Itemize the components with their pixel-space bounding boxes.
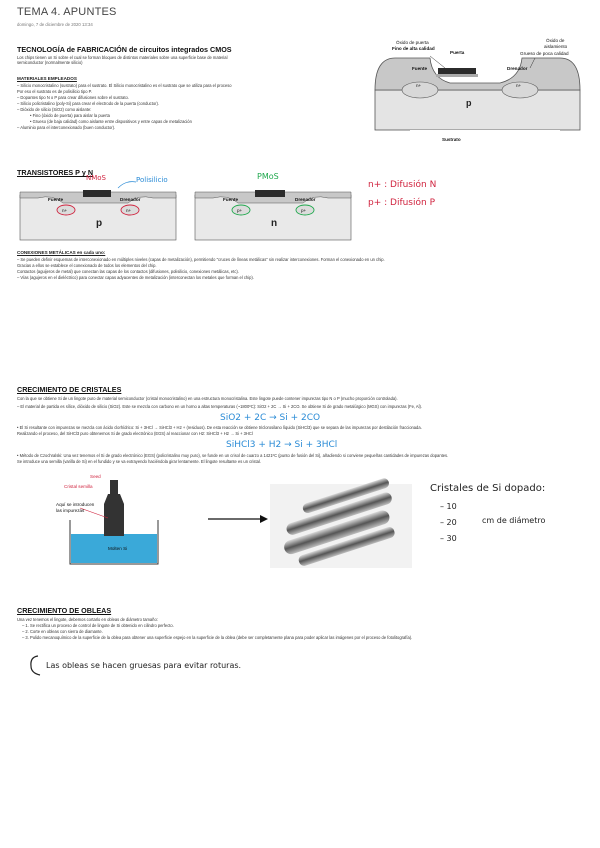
materials-line: • Grueso (de baja calidad) como aislante entre dispositivos y entre capas de metalización: [30, 119, 192, 124]
label-oxido-puerta: Óxido de puerta: [396, 40, 429, 45]
cristales-line: – El material de partida es sílice, dióxido de silicio (SiO2). Este se mezcla con carbono en un horno a altas temperaturas (~1800ºC): SiO2 + 2C → Si + 2CO. Se obtiene Si de grado metalúrgico (MGS) con impurezas (Fe, Al).: [17, 404, 423, 409]
label-aqui-se: Aquí se introducen: [56, 502, 95, 507]
label-sustrato: Sustrato: [442, 137, 461, 142]
label-pplus-b1: p+: [237, 208, 243, 213]
label-drenador-a: Drenador: [120, 197, 141, 202]
pmos-note: PMoS: [257, 172, 279, 181]
label-fino-alta: Fino de alta calidad: [392, 46, 435, 51]
label-impurezas: las impurezas: [56, 508, 85, 513]
label-drenador-b: Drenador: [295, 197, 316, 202]
materials-line: – Dióxido de silicio (SiO2) como aislante:: [17, 107, 92, 112]
ingots-drawing: [270, 484, 412, 568]
label-nplus-left: n+: [416, 83, 422, 88]
materials-line: – Aluminio para el interconexionado (buen conductor).: [17, 125, 116, 130]
section-title-obleas: CRECIMIENTO DE OBLEAS: [17, 606, 112, 615]
cristales-line: Se introduce una semilla (varilla de Si) en el fundido y se va extrayendo haciéndola girar lentamente. El lingote resultante es un cristal.: [17, 459, 261, 464]
conexiones-line: Gracias a ellos se establece el conexionado de todos los elementos del chip.: [17, 263, 157, 268]
note-obleas: Las obleas se hacen gruesas para evitar roturas.: [46, 661, 242, 670]
note-bracket-icon: [28, 655, 42, 677]
label-cristal-semilla: Cristal semilla: [64, 484, 93, 489]
label-oxido-aislamiento: Óxido de: [546, 38, 565, 43]
label-fuente-b: Fuente: [223, 197, 239, 202]
conexiones-line: Contactos (aguijeros de metal) que conectan las capas de los contactos (difusiones, polisilicio, conexiones metálicas, etc).: [17, 269, 239, 274]
label-substrate-p: p: [96, 218, 103, 229]
nmos-figure: [18, 170, 178, 242]
label-nplus-a1: n+: [62, 208, 68, 213]
label-seed: Seed: [90, 474, 101, 479]
equation-handwritten: SiO2 + 2C → Si + 2CO: [220, 413, 321, 423]
nmos-note: NMoS: [86, 174, 107, 182]
obleas-line: – 1. Se rectifica un proceso de control de lingote de Si obtenido en cilindro perfecto.: [22, 623, 174, 628]
section-title-transistores: TRANSISTORES P y N: [17, 168, 94, 177]
intro-line: semiconductor (normalmente silicio): [17, 60, 83, 65]
label-puerta: Puerta: [450, 50, 465, 55]
note-cristales-dopado: Cristales de Si dopado:: [430, 483, 546, 494]
obleas-line: Una vez tenemos el lingote, debemos cortarlo en obleas de diámetro tamaño:: [17, 617, 158, 622]
label-drenador: Drenador: [507, 66, 528, 71]
materials-line: – Silicio monocristalino (sustrato) para el sustrato. El Silicio monocristalino es el sustrato que se utiliza para el proceso: [17, 83, 232, 88]
equation-handwritten: SiHCl3 + H2 → Si + 3HCl: [226, 440, 338, 450]
cristales-line: • El Si resultante con impurezas se mezcla con ácido clorhídrico: Si + 3HCl → SiHCl3 + H2 + (residuos). De esta reacción se obtiene triclorosilano líquido (SiHCl3) que se separa de las impurezas por destilación fraccionada.: [17, 425, 422, 430]
label-fuente-a: Fuente: [48, 197, 64, 202]
arrow-icon: [208, 514, 268, 524]
silicon-ingots-photo: [270, 484, 412, 568]
label-molten-si: Molten Si: [108, 546, 128, 551]
label-grueso: Grueso de poca calidad: [520, 51, 569, 56]
diameter-item: – 20: [440, 518, 457, 527]
diameter-note: cm de diámetro: [482, 516, 546, 525]
obleas-line: – 2. Corte en obleas con sierra de diamante.: [22, 629, 103, 634]
label-fuente: Fuente: [412, 66, 428, 71]
obleas-line: – 3. Pulido mecanoquímico de la superficie de la oblea para obtener una superficie espejo en la superficie de la oblea (debe ser completamente plana para poder aplicar las imágenes por el proceso de fotolitografía).: [22, 635, 413, 640]
section-title-cristales: CRECIMIENTO DE CRISTALES: [17, 385, 122, 394]
label-nplus-a2: n+: [126, 208, 132, 213]
label-nplus-right: n+: [516, 83, 522, 88]
pmos-figure: [193, 170, 353, 242]
materials-line: Por eso el sustrato es de polisilicio tipo P.: [17, 89, 93, 94]
materials-line: • Fino (óxido de puerta) para aislar la puerta: [30, 113, 110, 118]
section-title-cmos: TECNOLOGÍA de FABRICACIÓN de circuitos integrados CMOS: [17, 45, 232, 54]
label-aislamiento: aislamiento: [544, 44, 568, 49]
diameter-item: – 10: [440, 502, 457, 511]
cristales-line: Con la que se obtiene Si de un lingote puro de material semiconductor (cristal monocristalino) en una estructura monocristalina. Este lingote puede contener impurezas tipo N o P (mucho proporción controlada).: [17, 396, 398, 401]
polisilicio-note: Polisilicio: [136, 176, 168, 184]
conexiones-line: – Vías (agujeros en el dieléctrico) para conectar capas adyacentes de metalización (interconectan los metales que forman el chip).: [17, 275, 254, 280]
label-substrate-n: n: [271, 218, 278, 229]
conexiones-line: – Se pueden definir esquemas de interconexionado en múltiples niveles (capas de metalización), permitiendo "cruces de líneas metálicas" sin realizar interconexiones. Forman el conexionado en un chip.: [17, 257, 385, 262]
intro-line: Los chips tienen un Si sobre el cual se forman bloques de distintos materiales sobre una superficie base de material: [17, 55, 228, 60]
note-difusion-n: n+ : Difusión N: [368, 180, 437, 190]
cristales-line: Realizando el proceso, del SiHCl3 puro obtenemos Si de grado electrónico (EGS) al reaccionar con H2: SiHCl3 + H2 → Si + 3HCl: [17, 431, 253, 436]
materials-line: – Silicio policristalino (poly-Si) para crear el electrodo de la puerta (conductor).: [17, 101, 159, 106]
label-p-region: p: [466, 98, 472, 108]
cmos-cross-section-figure: [370, 38, 585, 148]
czochralski-figure: [50, 472, 170, 572]
materials-title: MATERIALES EMPLEADOS: [17, 76, 77, 81]
note-difusion-p: p+ : Difusión P: [368, 198, 435, 208]
cristales-line: • Método de Czochralski: Una vez tenemos el Si de grado electrónico (EGS) (policristalino muy puro), se funde en un crisol de cuarzo a 1421ºC (punto de fusión del Si), añadiendo si conviene pequeñas cantidades de impurezas dopantes.: [17, 453, 449, 458]
section-title-conexiones: CONEXIONES METÁLICAS en cada uno:: [17, 250, 106, 255]
page-title: TEMA 4. APUNTES: [17, 6, 117, 18]
diameter-item: – 30: [440, 534, 457, 543]
materials-line: – Dopantes tipo N o P para crear difusiones sobre el sustrato.: [17, 95, 129, 100]
label-pplus-b2: p+: [301, 208, 307, 213]
page-meta: domingo, 7 de diciembre de 2020 13:34: [17, 22, 93, 27]
